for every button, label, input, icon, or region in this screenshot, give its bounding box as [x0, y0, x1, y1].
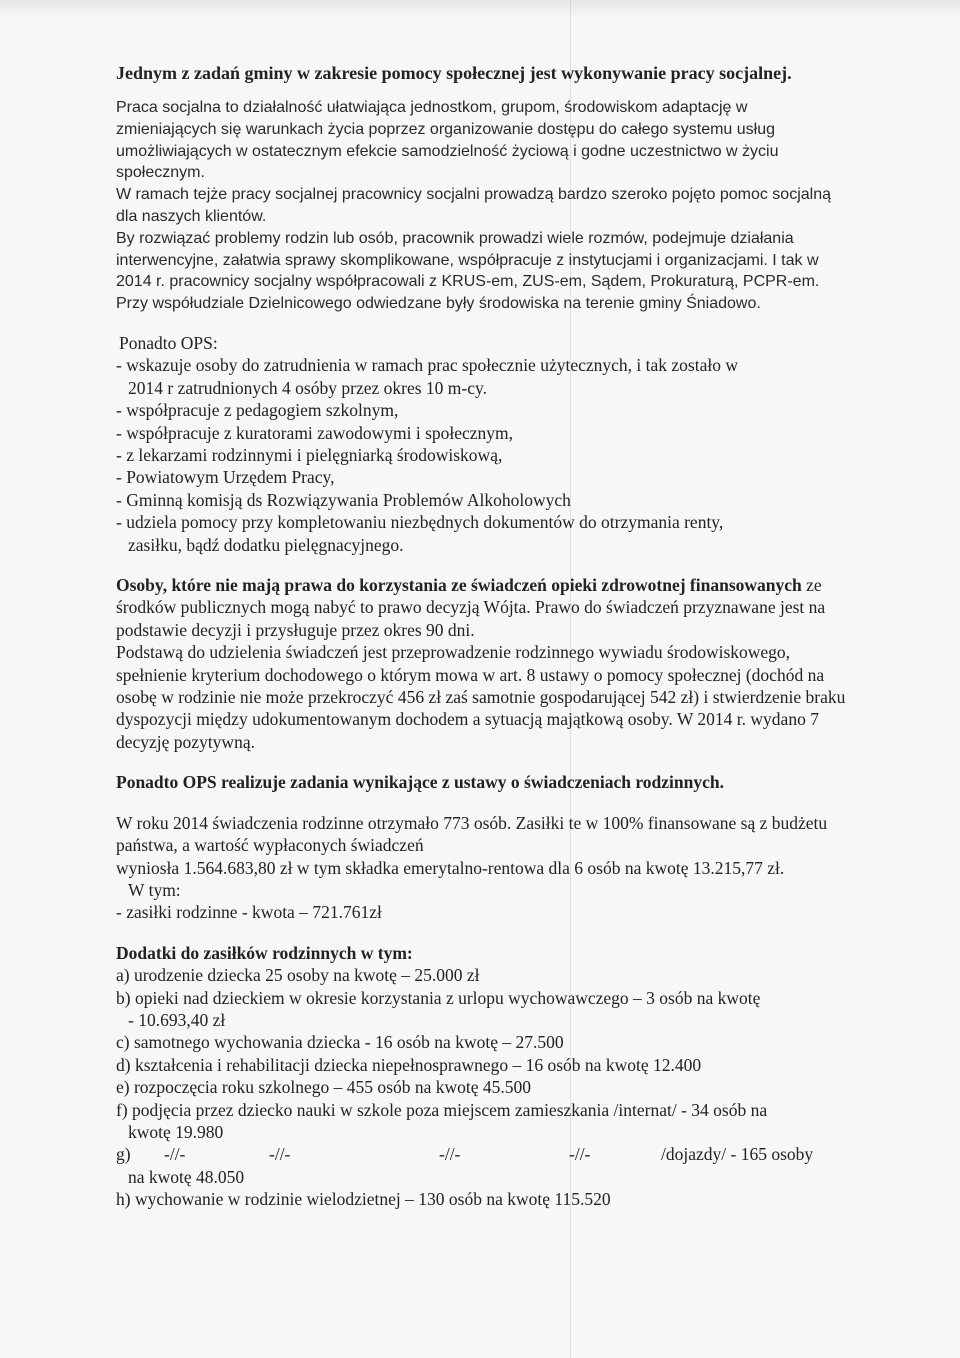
heading-family [116, 771, 846, 793]
dodatek-g-tail: /dojazdy/ - 165 osoby [661, 1144, 814, 1165]
heading-dodatki-text: Dodatki do zasiłków rodzinnych w tym: [116, 942, 413, 963]
dodatek-c: c) samotnego wychowania dziecka - 16 osób na kwotę – 27.500 [116, 1032, 564, 1053]
family-section [116, 812, 846, 924]
intro-paragraph-3: By rozwiązać problemy rodzin lub osób, pracownik prowadzi wiele rozmów, podejmuje działania interwencyjne, załatwia sprawy skomplikowane, współpracuje z instytucjami i organizacjami. I tak w 2014 r. pracownicy socjalny współpracowali z KRUS-em, ZUS-em, Sądem, Prokuraturą, PCPR-em. Przy współudziale Dzielnicowego odwiedzane były środowiska na terenie gminy Śniadowo. [116, 229, 820, 313]
dodatek-g-ditto-2: -//- [269, 1144, 291, 1165]
document-body [116, 62, 846, 1211]
health-paragraph-1 [116, 574, 846, 641]
ops-item-2: - współpracuje z pedagogiem szkolnym, [116, 400, 399, 421]
dodatek-a: a) urodzenie dziecka 25 osoby na kwotę – 25.000 zł [116, 965, 480, 986]
intro-section [116, 97, 846, 315]
heading-intro: Jednym z zadań gminy w zakresie pomocy społecznej jest wykonywanie pracy socjalnej. [116, 63, 792, 83]
health-rest: ze środków publicznych mogą nabyć to prawo decyzją Wójta. Prawo do świadczeń przyznawane jest na podstawie decyzji i przysługuje przez okres 90 dni. [116, 575, 826, 640]
intro-paragraph-2: W ramach tejże pracy socjalnej pracownicy socjalni prowadzą bardzo szeroko pojęto pomoc socjalną dla naszych klientów. [116, 186, 832, 225]
dodatek-b: b) opieki nad dzieckiem w okresie korzystania z urlopu wychowawczego – 3 osób na kwotę [116, 987, 761, 1008]
zasilki-line: - zasiłki rodzinne - kwota – 721.761zł [116, 902, 382, 923]
ops-section [116, 332, 846, 556]
family-paragraph-2: wyniosła 1.564.683,80 zł w tym składka emerytalno-rentowa dla 6 osób na kwotę 13.215,77 zł. [116, 857, 785, 878]
ops-item-5: - Powiatowym Urzędem Pracy, [116, 467, 335, 488]
dodatek-f: f) podjęcia przez dziecko nauki w szkole poza miejscem zamieszkania /internat/ - 34 osób na [116, 1099, 768, 1120]
ops-item-1: - wskazuje osoby do zatrudnienia w ramach prac społecznie użytecznych, i tak zostało w [116, 355, 738, 376]
ops-item-4: - z lekarzami rodzinnymi i pielęgniarką środowiskową, [116, 445, 503, 465]
dodatek-g-cont: na kwotę 48.050 [128, 1166, 245, 1187]
dodatek-b-cont: - 10.693,40 zł [128, 1009, 226, 1030]
dodatek-g [116, 1143, 846, 1165]
ops-item-7: - udziela pomocy przy kompletowaniu niezbędnych dokumentów do otrzymania renty, [116, 512, 724, 533]
family-paragraph: W roku 2014 świadczenia rodzinne otrzymało 773 osób. Zasiłki te w 100% finansowane są z budżetu państwa, a wartość wypłaconych świadczeń [116, 812, 828, 856]
ops-header: Ponadto OPS: [119, 332, 218, 353]
scan-top-shadow [0, 0, 960, 18]
dodatek-g-ditto-1: -//- [164, 1144, 186, 1165]
w-tym-label: W tym: [128, 879, 181, 900]
ops-item-3: - współpracuje z kuratorami zawodowymi i społecznym, [116, 422, 514, 443]
dodatek-h: h) wychowanie w rodzinie wielodzietnej – 130 osób na kwotę 115.520 [116, 1189, 611, 1210]
ops-item-1-cont: 2014 r zatrudnionych 4 osóby przez okres 10 m-cy. [128, 377, 487, 398]
heading-family-text: Ponadto OPS realizuje zadania wynikające z ustawy o świadczeniach rodzinnych. [116, 772, 724, 793]
health-section [116, 574, 846, 753]
dodatek-g-ditto-4: -//- [569, 1144, 591, 1165]
ops-item-7-cont: zasiłku, bądź dodatku pielęgnacyjnego. [128, 534, 404, 555]
dodatki-section [116, 942, 846, 1211]
heading-dodatki [116, 942, 846, 964]
intro-paragraph-1: Praca socjalna to działalność ułatwiająca jednostkom, grupom, środowiskom adaptację w zmieniających się warunkach życia poprzez organizowanie dostępu do całego systemu usług umożliwiających w ostatecznym efekcie samodzielność życiową i godne uczestnictwo w życiu społecznym. [116, 99, 779, 182]
dodatek-d: d) kształcenia i rehabilitacji dziecka niepełnosprawnego – 16 osób na kwotę 12.400 [116, 1054, 702, 1075]
dodatek-e: e) rozpoczęcia roku szkolnego – 455 osób na kwotę 45.500 [116, 1077, 532, 1098]
dodatek-g-label: g) [116, 1144, 131, 1165]
dodatek-f-cont: kwotę 19.980 [128, 1121, 224, 1142]
health-bold-lead: Osoby, które nie mają prawa do korzystania ze świadczeń opieki zdrowotnej finansowanych [116, 575, 802, 596]
health-paragraph-2: Podstawą do udzielenia świadczeń jest przeprowadzenie rodzinnego wywiadu środowiskowego, spełnienie kryterium dochodowego o którym mowa w art. 8 ustawy o pomocy społecznej (dochód na osobę w rodzinie nie może przekroczyć 456 zł zaś samotnie gospodarującej 542 zł) i stwierdzenie braku dyspozycji między udokumentowanym dochodem a sytuacją majątkową osoby. W 2014 r. wydano 7 decyzję pozytywną. [116, 642, 846, 752]
dodatek-g-ditto-3: -//- [439, 1144, 461, 1165]
ops-item-6: - Gminną komisją ds Rozwiązywania Problemów Alkoholowych [116, 489, 571, 510]
